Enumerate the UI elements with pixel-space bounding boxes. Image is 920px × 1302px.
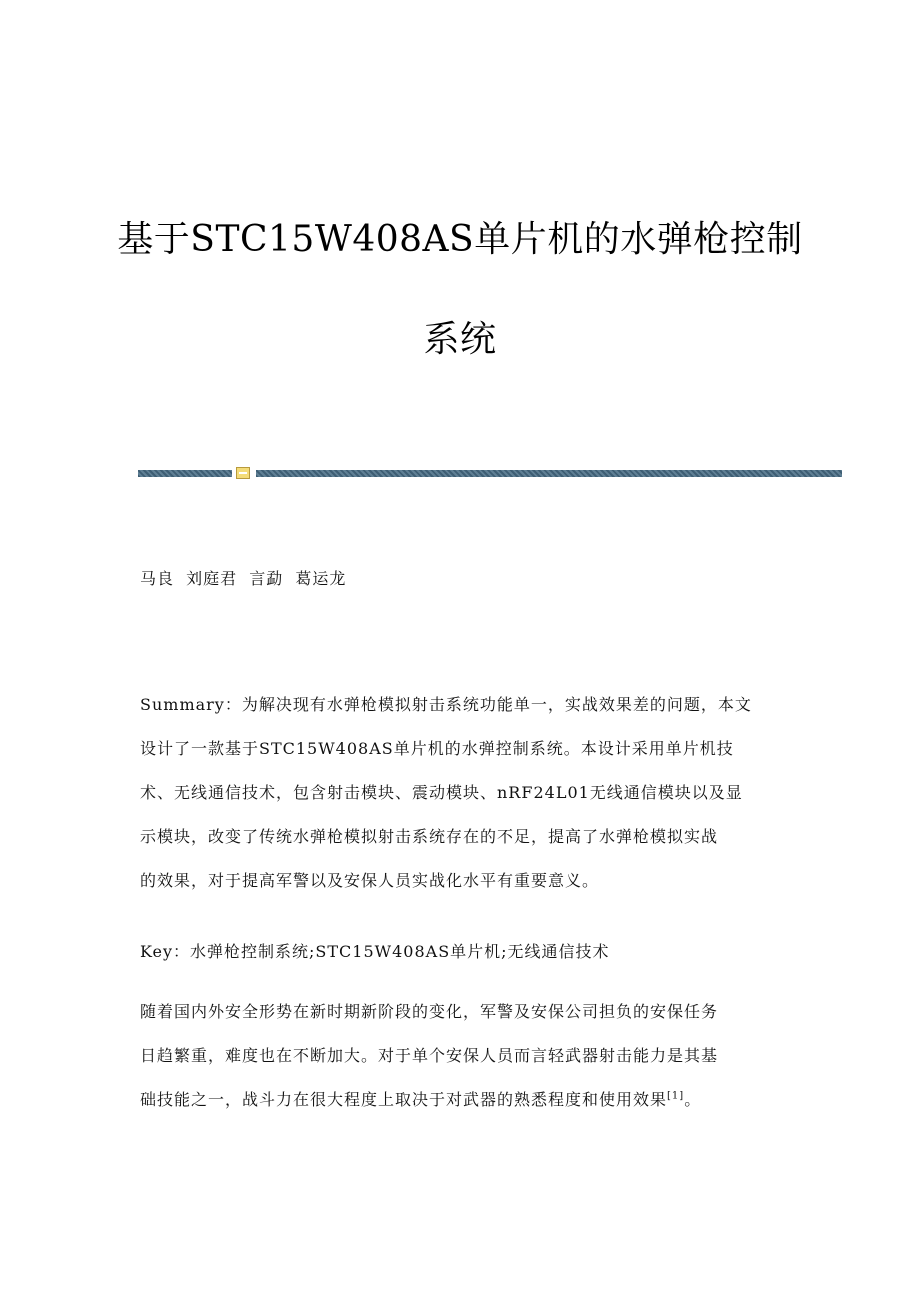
summary-line: 示模块，改变了传统水弹枪模拟射击系统存在的不足，提高了水弹枪模拟实战 bbox=[140, 827, 719, 846]
author-name: 言勐 bbox=[249, 569, 284, 588]
author-name: 刘庭君 bbox=[186, 569, 238, 588]
summary-line: 设计了一款基于STC15W408AS单片机的水弹控制系统。本设计采用单片机技 bbox=[140, 739, 734, 758]
title-divider bbox=[138, 466, 842, 480]
body-line-text: 础技能之一，战斗力在很大程度上取决于对武器的熟悉程度和使用效果 bbox=[140, 1090, 668, 1109]
citation-reference[interactable]: [1] bbox=[667, 1090, 685, 1102]
body-line-punct: 。 bbox=[684, 1090, 702, 1109]
author-name: 葛运龙 bbox=[295, 569, 347, 588]
author-list bbox=[140, 567, 352, 591]
body-line: 日趋繁重，难度也在不断加大。对于单个安保人员而言轻武器射击能力是其基 bbox=[140, 1046, 719, 1065]
summary-line: 的效果，对于提高军警以及安保人员实战化水平有重要意义。 bbox=[140, 871, 600, 890]
author-name: 马良 bbox=[140, 569, 175, 588]
body-line-last bbox=[140, 1078, 780, 1122]
page-title-line-2: 系统 bbox=[423, 319, 497, 360]
summary-line: Summary：为解决现有水弹枪模拟射击系统功能单一，实战效果差的问题，本文 bbox=[140, 695, 752, 714]
page-title-line-1: 基于STC15W408AS单片机的水弹枪控制 bbox=[117, 219, 803, 260]
divider-bar-left bbox=[138, 470, 232, 477]
keywords-paragraph bbox=[140, 930, 780, 974]
divider-bar-right bbox=[256, 470, 842, 477]
body-paragraph bbox=[140, 990, 780, 1122]
body-line: 随着国内外安全形势在新时期新阶段的变化，军警及安保公司担负的安保任务 bbox=[140, 1002, 719, 1021]
keywords-line: Key：水弹枪控制系统;STC15W408AS单片机;无线通信技术 bbox=[140, 942, 610, 961]
summary-paragraph bbox=[140, 683, 780, 903]
divider-ornament-icon bbox=[236, 467, 250, 479]
summary-line: 术、无线通信技术，包含射击模块、震动模块、nRF24L01无线通信模块以及显 bbox=[140, 783, 743, 802]
